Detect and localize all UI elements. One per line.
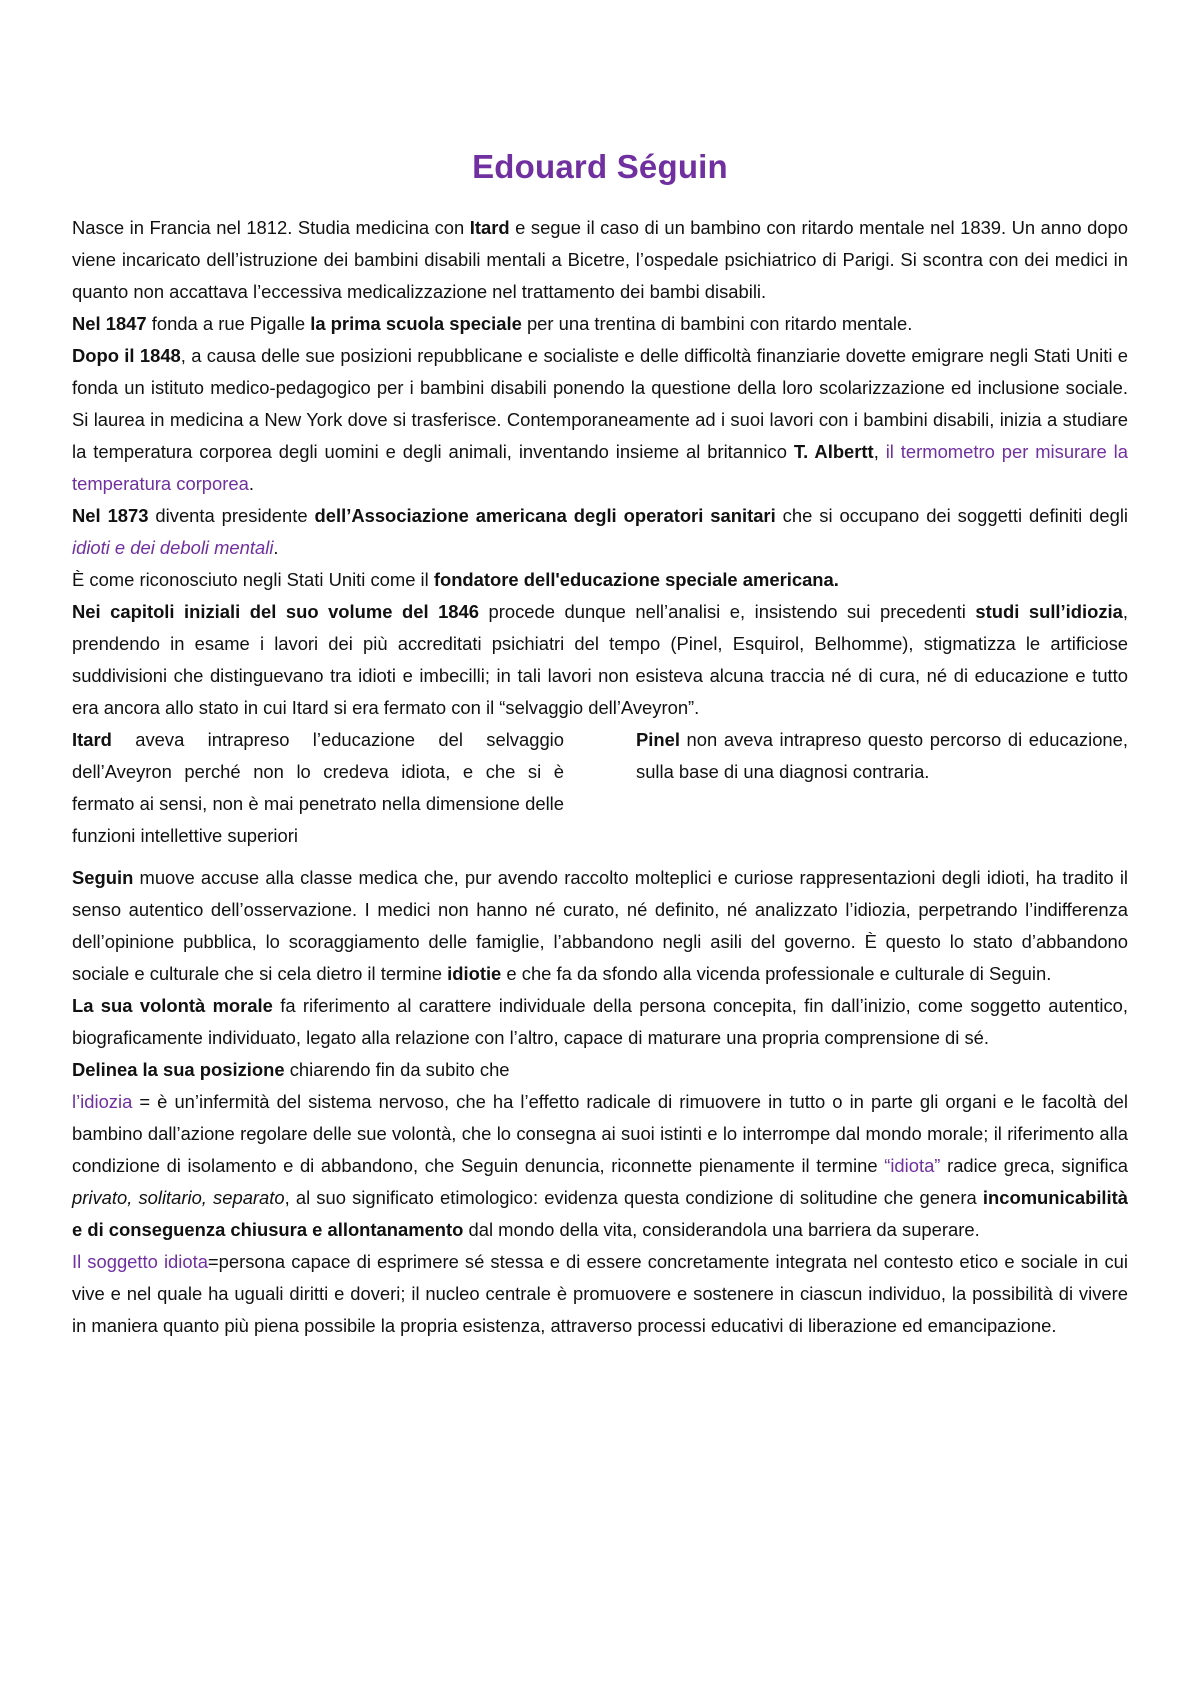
text: diventa presidente <box>148 505 315 526</box>
text: che si occupano dei soggetti definiti degli <box>775 505 1129 526</box>
text: non aveva intrapreso questo percorso di educazione, sulla base di una diagnosi contraria. <box>636 729 1128 782</box>
text: È come riconosciuto negli Stati Uniti come il <box>72 569 434 590</box>
text: , prendendo in esame i lavori dei più accreditati psichiatri del tempo (Pinel, Esquirol, Belhomme), stigmatizza le artificiose suddivisioni che distinguevano tra idioti e imbecilli; in tali lavori non esisteva alcuna traccia né di cura, né di educazione e tutto era ancora allo stato in cui Itard si era fermato con il “selvaggio dell’Aveyron”. <box>72 601 1128 718</box>
page-title: Edouard Séguin <box>472 148 728 185</box>
highlight-text: idioti e dei deboli mentali <box>72 537 274 558</box>
text: dal mondo della vita, considerandola una barriera da superare. <box>463 1219 980 1240</box>
paragraph-idiocy-definition <box>72 1086 1128 1246</box>
text: . <box>273 537 279 558</box>
document-body <box>72 212 1128 1342</box>
bold-text: incomunicabilità e di conseguenza chiusura e allontanamento <box>72 1187 1128 1240</box>
text: . <box>248 473 254 494</box>
text: , al suo significato etimologico: evidenza questa condizione di solitudine che genera <box>284 1187 983 1208</box>
bold-text: T. Albertt <box>793 441 874 462</box>
highlight-text: il termometro per misurare la temperatura corporea <box>72 441 1128 494</box>
paragraph-subject <box>72 1246 1128 1342</box>
text: chiarendo fin da subito che <box>284 1059 510 1080</box>
bold-text: dell’Associazione americana degli operatori sanitari <box>314 505 776 526</box>
text: e che fa da sfondo alla vicenda professionale e culturale di Seguin. <box>501 963 1052 984</box>
text: , a causa delle sue posizioni repubblicane e socialiste e delle difficoltà finanziarie dovette emigrare negli Stati Uniti e fonda un istituto medico-pedagogico per i bambini disabili ponendo la questione della loro scolarizzazione ed inclusione sociale. Si laurea in medicina a New York dove si trasferisce. Contemporaneamente ad i suoi lavori con i bambini disabili, inizia a studiare la temperatura corporea degli uomini e degli animali, inventando insieme al britannico <box>72 345 1128 462</box>
paragraph-birth <box>72 212 1128 308</box>
bold-text: studi sull’idiozia <box>975 601 1123 622</box>
text: , <box>873 441 886 462</box>
paragraph-founder <box>72 564 1128 596</box>
text: procede dunque nell’analisi e, insistendo sui precedenti <box>479 601 976 622</box>
two-column-comparison <box>72 724 1128 852</box>
paragraph-moral-will <box>72 990 1128 1054</box>
text: Nasce in Francia nel 1812. Studia medicina con <box>72 217 470 238</box>
bold-text: La sua volontà morale <box>72 995 273 1016</box>
highlight-text: Il soggetto idiota <box>72 1251 208 1272</box>
text: = è un’infermità del sistema nervoso, che ha l’effetto radicale di rimuovere in tutto o in parte gli organi e le facoltà del bambino dall’azione regolare delle sue volontà, che lo consegna ai suoi istinti e lo interrompe dal mondo morale; il riferimento alla condizione di isolamento e di abbandono, che Seguin denuncia, riconnette pienamente il termine <box>72 1091 1128 1176</box>
bold-text: Itard <box>72 729 112 750</box>
paragraph-1873 <box>72 500 1128 564</box>
bold-text: Itard <box>469 217 510 238</box>
paragraph-seguin-accuses <box>72 862 1128 990</box>
text: muove accuse alla classe medica che, pur avendo raccolto molteplici e curiose rappresentazioni degli idioti, ha tradito il senso autentico dell’osservazione. I medici non hanno né curato, né definito, né analizzato l’idiozia, perpetrando l’indifferenza dell’opinione pubblica, lo scoraggiamento delle famiglie, l’abbandono negli asili del governo. È questo lo stato d’abbandono sociale e culturale che si cela dietro il termine <box>72 867 1128 984</box>
highlight-text: “idiota” <box>884 1155 941 1176</box>
text: fa riferimento al carattere individuale della persona concepita, fin dall’inizio, come soggetto autentico, biograficamente individuato, legato alla relazione con l’altro, capace di maturare una propria comprensione di sé. <box>72 995 1128 1048</box>
bold-text: Dopo il 1848 <box>72 345 181 366</box>
text: per una trentina di bambini con ritardo mentale. <box>521 313 913 334</box>
highlight-text: l’idiozia <box>72 1091 133 1112</box>
bold-text: Seguin <box>72 867 134 888</box>
text: e segue il caso di un bambino con ritardo mentale nel 1839. Un anno dopo viene incaricato dell’istruzione dei bambini disabili mentali a Bicetre, l’ospedale psichiatrico di Parigi. Si scontra con dei medici in quanto non accattava l’eccessiva medicalizzazione nel trattamento dei bambi disabili. <box>72 217 1128 302</box>
paragraph-position <box>72 1054 1128 1086</box>
text: aveva intrapreso l’educazione del selvaggio dell’Aveyron perché non lo credeva idiota, e che si è fermato ai sensi, non è mai penetrato nella dimensione delle funzioni intellettive superiori <box>72 729 564 846</box>
paragraph-1846-volume <box>72 596 1128 724</box>
bold-text: Nel 1873 <box>72 505 149 526</box>
bold-text: la prima scuola speciale <box>310 313 522 334</box>
bold-text: idiotie <box>447 963 502 984</box>
text: radice greca, significa <box>940 1155 1128 1176</box>
bold-text: Delinea la sua posizione <box>72 1059 285 1080</box>
italic-text: privato, solitario, separato <box>72 1187 285 1208</box>
bold-text: Nei capitoli iniziali del suo volume del 1846 <box>72 601 479 622</box>
text: =persona capace di esprimere sé stessa e di essere concretamente integrata nel contesto etico e sociale in cui vive e nel quale ha uguali diritti e doveri; il nucleo centrale è promuovere e sostenere in ciascun individuo, la possibilità di vivere in maniera quanto più piena possibile la propria esistenza, attraverso processi educativi di liberazione ed emancipazione. <box>72 1251 1128 1336</box>
column-pinel <box>636 724 1128 852</box>
paragraph-1847 <box>72 308 1128 340</box>
bold-text: fondatore dell'educazione speciale americana. <box>433 569 839 590</box>
paragraph-1848 <box>72 340 1128 500</box>
bold-text: Nel 1847 <box>72 313 147 334</box>
bold-text: Pinel <box>636 729 680 750</box>
text: fonda a rue Pigalle <box>146 313 311 334</box>
spacer <box>72 852 1128 862</box>
column-itard <box>72 724 564 852</box>
